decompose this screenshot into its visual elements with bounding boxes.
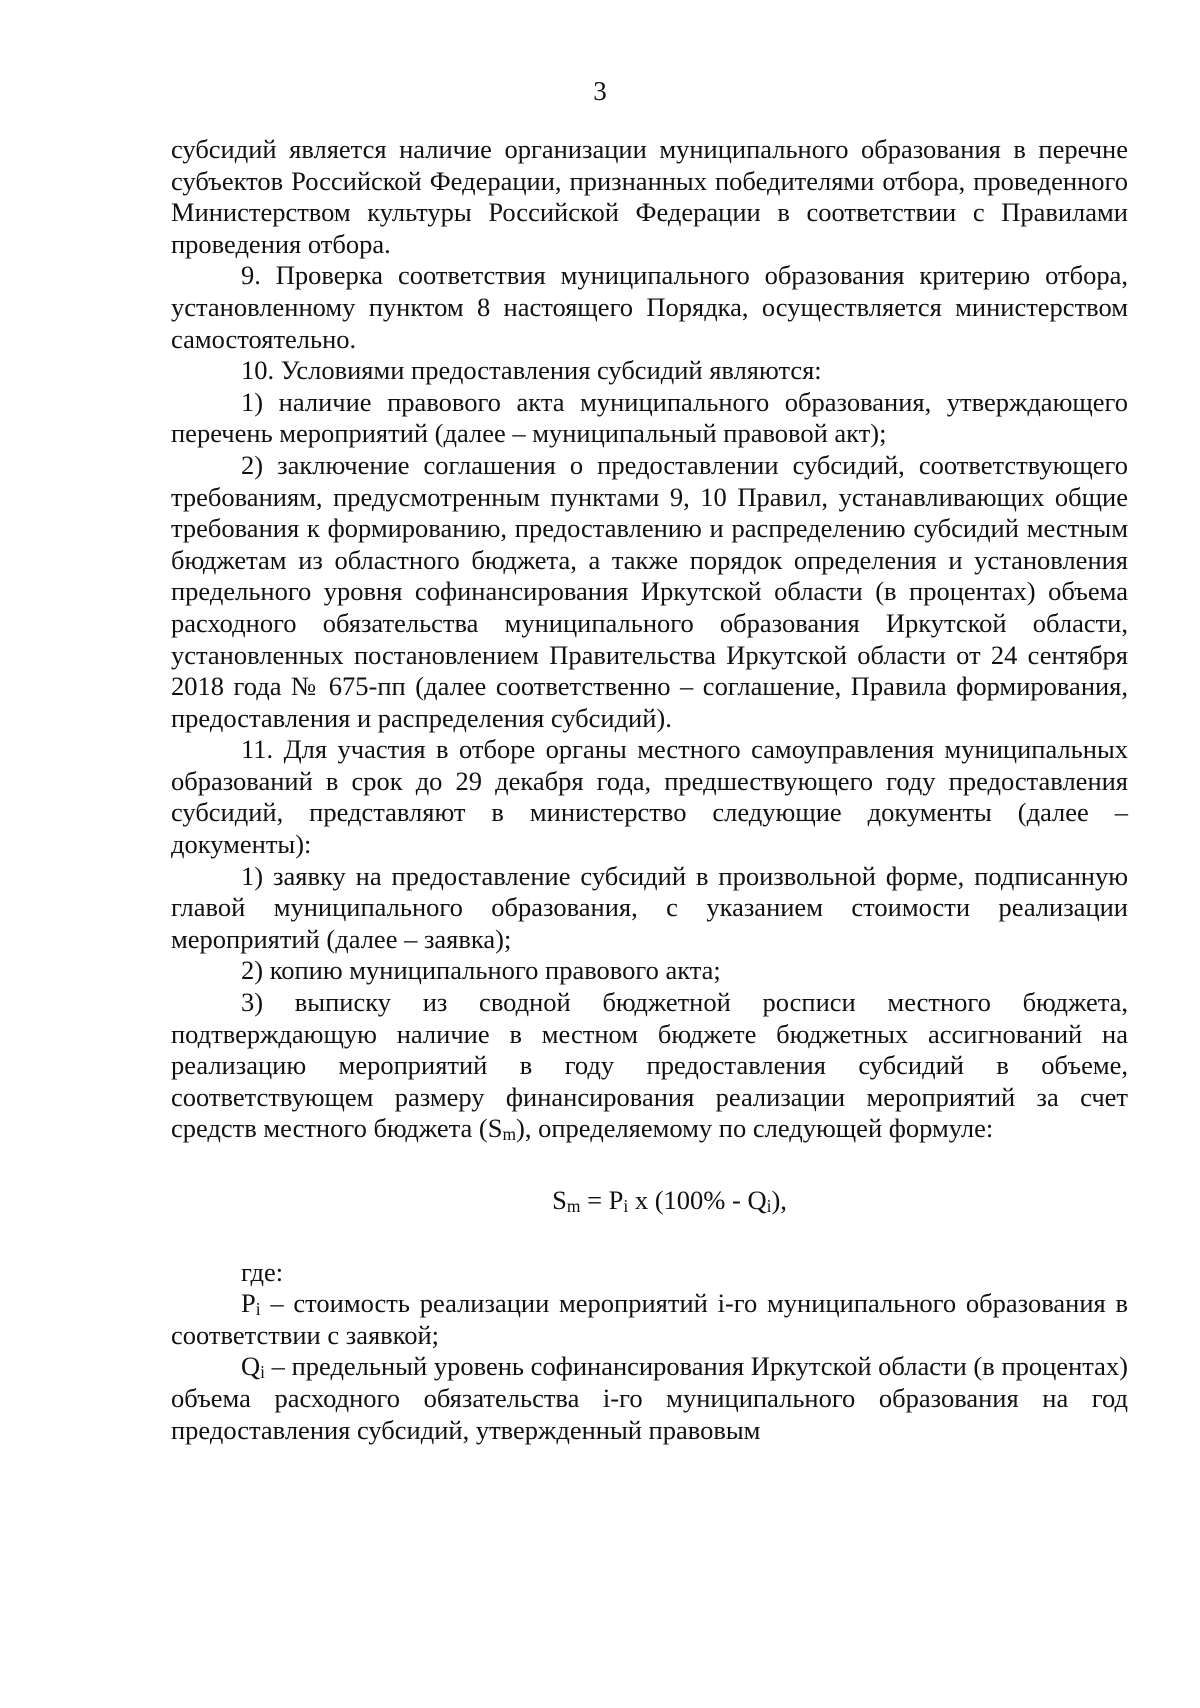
paragraph-doc-2: 2) копию муниципального правового акта; [241,955,721,986]
paragraph-doc-3 [171,987,1128,1145]
paragraph-item-10: 10. Условиями предоставления субсидий являются: [241,355,822,386]
paragraph-subitem-1: 1) наличие правового акта муниципального образования, утверждающего перечень мероприятий (далее – муниципальный правовой акт); [171,386,1128,449]
doc-3-text: 3) выписку из сводной бюджетной росписи местного бюджета, подтверждающую наличие в местном бюджете бюджетных ассигнований на реализацию мероприятий в году предоставления субсидий в объеме, соответствующем размеру финансирования реализации мероприятий за счет средств местного бюджета (S [171,987,1128,1144]
paragraph-continuation: субсидий является наличие организации муниципального образования в перечне субъектов Российской Федерации, признанных победителями отбора, проведенного Министерством культуры Российской Федерации в соответствии с Правилами проведения отбора. [171,134,1128,259]
paragraph-item-11: 11. Для участия в отборе органы местного самоуправления муниципальных образований в срок до 29 декабря года, предшествующего году предоставления субсидий, представляют в министерство следующие документы (далее – документы): [171,734,1128,860]
formula-eq: = P [580,1185,624,1215]
definition-pi [171,1288,1128,1351]
qi-definition: – предельный уровень софинансирования Иркутской области (в процентах) объема расходного обязательства i-го муниципального образования на год предоставления субсидий, утвержденный правовым [171,1351,1128,1445]
pi-definition: – стоимость реализации мероприятий i-го муниципального образования в соответствии с заявкой; [171,1288,1128,1350]
qi-symbol: Q [241,1351,261,1382]
formula-mid: x (100% - Q [628,1185,767,1215]
doc-3-tail: ), определяемому по следующей формуле: [516,1113,994,1144]
doc-3-subscript: m [502,1124,517,1145]
page-number: 3 [593,76,607,106]
pi-subscript: i [255,1299,261,1320]
formula-p-sub: i [623,1196,629,1216]
pi-symbol: P [241,1288,256,1319]
paragraph-item-9: 9. Проверка соответствия муниципального образования критерию отбора, установленному пунктом 8 настоящего Порядка, осуществляется министерством самостоятельно. [171,260,1128,354]
document-body [171,134,1128,1446]
formula-lhs: S [552,1185,567,1215]
formula [171,1185,1128,1217]
where-label: где: [241,1256,284,1287]
formula-lhs-sub: m [566,1196,581,1216]
qi-subscript: i [260,1362,265,1383]
formula-end: ), [771,1185,787,1215]
paragraph-subitem-2: 2) заключение соглашения о предоставлении субсидий, соответствующего требованиям, предусмотренным пунктами 9, 10 Правил, устанавливающих общие требования к формированию, предоставлению и распределению субсидий местным бюджетам из областного бюджета, а также порядок определения и установления предельного уровня софинансирования Иркутской области (в процентах) объема расходного обязательства муниципального образования Иркутской области, установленных постановлением Правительства Иркутской области от 24 сентября 2018 года № 675-пп (далее соответственно – соглашение, Правила формирования, предоставления и распределения субсидий). [171,449,1128,733]
definition-qi [171,1351,1128,1446]
formula-q-sub: i [766,1196,772,1216]
paragraph-doc-1: 1) заявку на предоставление субсидий в произвольной форме, подписанную главой муниципального образования, с указанием стоимости реализации мероприятий (далее – заявка); [171,860,1128,954]
